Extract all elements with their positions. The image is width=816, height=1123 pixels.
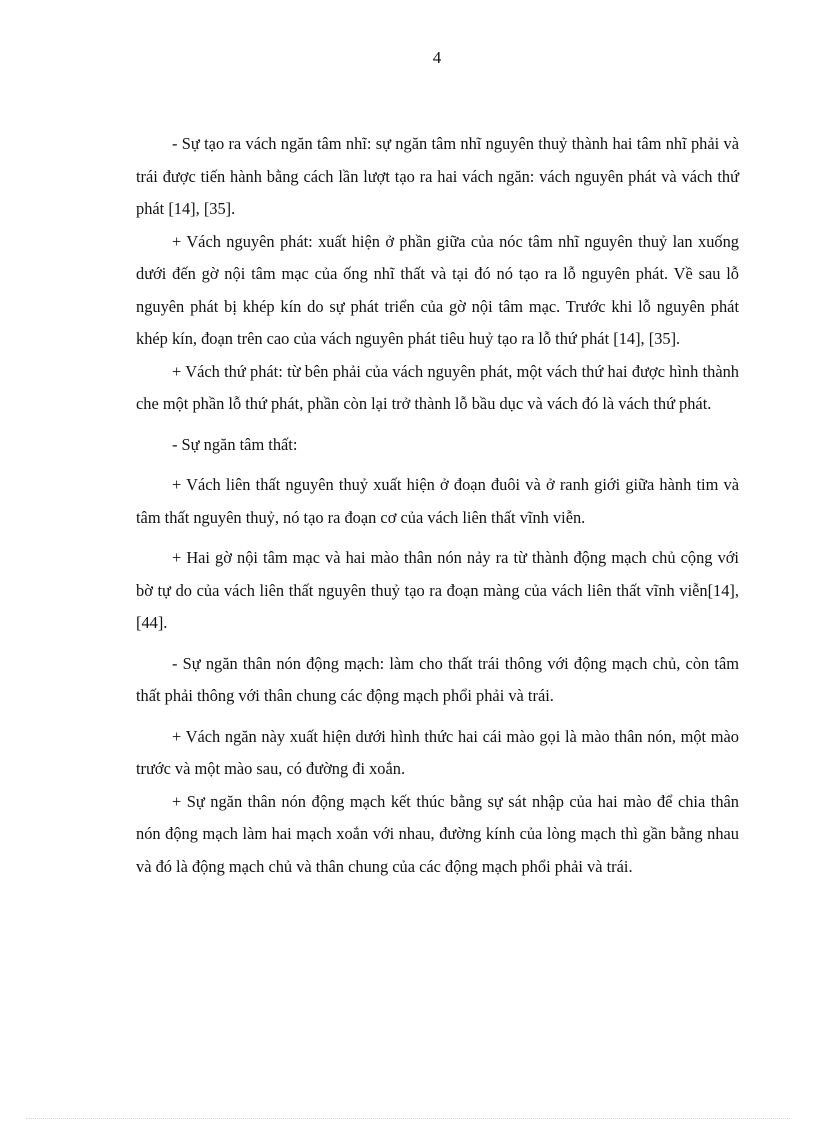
document-body (136, 128, 739, 883)
paragraph-interventricular-membranous: + Hai gờ nội tâm mạc và hai mào thân nón nảy ra từ thành động mạch chủ cộng với bờ tự do của vách liên thất nguyên thuỷ tạo ra đoạn màng của vách liên thất vĩnh viễn[14], [44]. (136, 548, 739, 632)
paragraph-atrial-septum: - Sự tạo ra vách ngăn tâm nhĩ: sự ngăn tâm nhĩ nguyên thuỷ thành hai tâm nhĩ phải và trái được tiến hành bằng cách lần lượt tạo ra hai vách ngăn: vách nguyên phát và vách thứ phát [14], [35]. (136, 134, 739, 218)
page-bottom-divider (26, 1118, 790, 1119)
paragraph-ventricular-septation: - Sự ngăn tâm thất: (172, 434, 298, 454)
paragraph-conotruncal-ridges: + Vách ngăn này xuất hiện dưới hình thức hai cái mào gọi là mào thân nón, một mào trước và một mào sau, có đường đi xoắn. (136, 726, 739, 778)
page-number: 4 (432, 48, 442, 67)
paragraph-interventricular-muscular: + Vách liên thất nguyên thuỷ xuất hiện ở đoạn đuôi và ở ranh giới giữa hành tim và tâm thất nguyên thuỷ, nó tạo ra đoạn cơ của vách liên thất vĩnh viễn. (136, 475, 739, 527)
paragraph-conotruncal-septation: - Sự ngăn thân nón động mạch: làm cho thất trái thông với động mạch chủ, còn tâm thất phải thông với thân chung các động mạch phổi phải và trái. (136, 653, 739, 705)
paragraph-septum-primum: + Vách nguyên phát: xuất hiện ở phần giữa của nóc tâm nhĩ nguyên thuỷ lan xuống dưới đến gờ nội tâm mạc của ống nhĩ thất và tại đó nó tạo ra lỗ nguyên phát. Về sau lỗ nguyên phát bị khép kín do sự phát triển của gờ nội tâm mạc. Trước khi lỗ nguyên phát khép kín, đoạn trên cao của vách nguyên phát tiêu huỷ tạo ra lỗ thứ phát [14], [35]. (136, 231, 739, 348)
paragraph-septum-secundum: + Vách thứ phát: từ bên phải của vách nguyên phát, một vách thứ hai được hình thành che một phần lỗ thứ phát, phần còn lại trở thành lỗ bầu dục và vách đó là vách thứ phát. (136, 361, 739, 413)
paragraph-conotruncal-fusion: + Sự ngăn thân nón động mạch kết thúc bằng sự sát nhập của hai mào để chia thân nón động mạch làm hai mạch xoắn với nhau, đường kính của lòng mạch thì gần bằng nhau và đó là động mạch chủ và thân chung của các động mạch phổi phải và trái. (136, 791, 739, 876)
